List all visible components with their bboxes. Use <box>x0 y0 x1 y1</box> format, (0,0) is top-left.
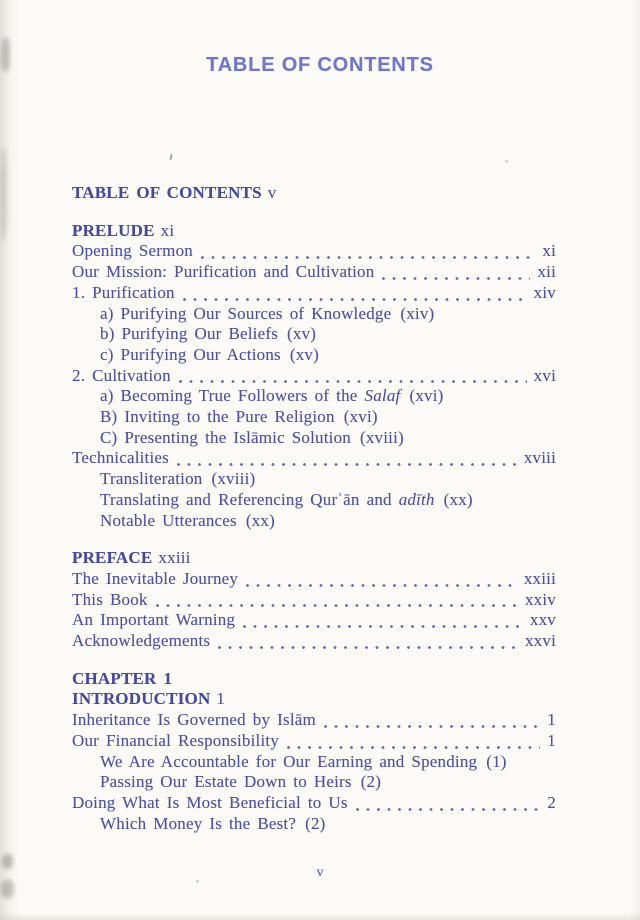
dot-leader <box>183 297 527 302</box>
dot-leader <box>246 583 517 588</box>
dot-leader <box>156 603 518 608</box>
dot-leader <box>243 624 523 629</box>
toc-entry-label: This Book <box>72 589 148 609</box>
scan-edge-right <box>630 0 640 920</box>
toc-section-heading <box>72 221 556 242</box>
toc-entry-label: Passing Our Estate Down to Heirs <box>100 772 352 792</box>
toc-entry <box>72 710 556 731</box>
toc-entry-label: Inheritance Is Governed by Islām <box>72 710 316 730</box>
page-title: TABLE OF CONTENTS <box>206 54 434 76</box>
toc-heading-label: PRELUDE <box>72 220 155 240</box>
toc-entry-label: 2. Cultivation <box>72 365 171 385</box>
scan-artifact <box>169 154 172 160</box>
toc-section-prelude <box>72 221 556 532</box>
toc-entry <box>72 793 556 814</box>
dot-leader <box>324 724 540 729</box>
scan-artifact <box>1 880 14 898</box>
toc-entry <box>72 511 556 532</box>
toc-entry <box>72 569 556 590</box>
toc-entry-label: Which Money Is the Best? <box>100 813 297 833</box>
toc-entry-inline-page: (2) <box>305 813 326 833</box>
toc-entry-inline-page: (1) <box>486 751 507 771</box>
toc-entry <box>72 814 556 835</box>
toc-entry-label: Doing What Is Most Beneficial to Us <box>72 792 348 812</box>
toc-entry <box>72 752 556 773</box>
toc-section-chapter-1 <box>72 669 556 835</box>
dot-leader <box>218 645 518 650</box>
toc-entry-label: a) Purifying Our Sources of Knowledge <box>100 303 392 323</box>
toc-entry-label: Notable Utterances <box>100 510 237 530</box>
toc-entry-label: The Inevitable Journey <box>72 568 239 588</box>
toc-entry-page: xiv <box>533 282 556 302</box>
toc-entry <box>72 407 556 428</box>
toc-entry-page: xviii <box>523 448 556 468</box>
toc-entry-label: Acknowledgements <box>72 631 211 651</box>
toc-entry <box>72 428 556 449</box>
toc-entry <box>72 345 556 366</box>
toc-entry <box>72 262 556 283</box>
toc-entry-label: c) Purifying Our Actions <box>100 344 281 364</box>
scan-edge-left <box>0 0 18 920</box>
toc-entry-label: Opening Sermon <box>72 241 193 261</box>
toc-entry-label: Our Mission: Purification and Cultivation <box>72 262 375 282</box>
toc-entry-page: xii <box>537 262 556 282</box>
dot-leader <box>177 462 517 467</box>
toc-heading-label: CHAPTER 1 <box>72 668 173 688</box>
toc-entry <box>72 283 556 304</box>
dot-leader <box>179 379 527 384</box>
toc-entry-page: xvi <box>533 365 556 385</box>
toc-entry-label <box>100 490 435 511</box>
toc-entry-inline-page: (xx) <box>443 489 473 509</box>
toc-entry-page: xi <box>542 241 556 261</box>
toc-entry-inline-page: (xvi) <box>409 386 444 406</box>
toc-entry <box>72 304 556 325</box>
toc-entry-label: Technicalities <box>72 448 169 468</box>
scan-artifact <box>0 148 7 240</box>
toc-label-segment: Translating and Referencing Qurʾān and <box>100 489 399 509</box>
toc-section-heading <box>72 669 556 690</box>
toc-entry-page: xxvi <box>524 631 556 651</box>
toc-entry-label: C) Presenting the Islāmic Solution <box>100 427 351 447</box>
toc-entry <box>72 772 556 793</box>
toc-entry-label <box>100 386 400 407</box>
toc-heading-page: 1 <box>216 689 226 709</box>
toc-heading-page: xi <box>160 220 175 240</box>
toc-entry <box>72 324 556 345</box>
toc-entry-inline-page: (xvi) <box>343 407 378 427</box>
toc-heading-label: PREFACE <box>72 548 153 568</box>
toc-entry-label: 1. Purification <box>72 282 175 302</box>
toc-section-preface <box>72 548 556 652</box>
toc-entry-label: An Important Warning <box>72 610 236 630</box>
toc-entry-label: Transliteration <box>100 469 203 489</box>
toc-heading-page: xxiii <box>158 548 191 568</box>
toc-entry <box>72 590 556 611</box>
toc-entry-inline-page: (xviii) <box>360 427 404 447</box>
page-number: v <box>316 865 324 880</box>
toc-section-heading <box>72 548 556 569</box>
toc-entry <box>72 631 556 652</box>
toc-label-segment: a) Becoming True Followers of the <box>100 386 365 406</box>
toc-entry-label: We Are Accountable for Our Earning and Spending <box>100 751 478 771</box>
toc-entry-page: xxiv <box>524 589 556 609</box>
toc-label-italic-segment: adīth <box>398 489 435 509</box>
toc-entry <box>72 366 556 387</box>
toc-heading-page: v <box>267 183 277 202</box>
toc-entry-inline-page: (xx) <box>245 510 275 530</box>
toc-section-toc-self <box>72 183 556 204</box>
toc-entry <box>72 448 556 469</box>
toc-entry <box>72 610 556 631</box>
toc-entry <box>72 731 556 752</box>
toc-entry-page: xxv <box>529 610 556 630</box>
dot-leader <box>356 807 541 812</box>
toc-entry-inline-page: (2) <box>360 772 382 792</box>
toc-entry-label: b) Purifying Our Beliefs <box>100 324 279 344</box>
dot-leader <box>287 745 540 750</box>
toc-entry-label: Our Financial Responsibility <box>72 730 280 750</box>
toc-entry-page: xxiii <box>523 568 556 588</box>
dot-leader <box>201 255 535 260</box>
toc-entry <box>72 490 556 511</box>
toc-section-heading <box>72 689 556 710</box>
toc-entry-page: 2 <box>547 792 556 812</box>
toc-section-heading <box>72 183 556 204</box>
toc-heading-label: TABLE OF CONTENTS <box>72 183 262 202</box>
toc-entry-inline-page: (xv) <box>289 344 319 364</box>
scan-edge-bottom <box>0 912 640 920</box>
toc-label-italic-segment: Salaf <box>364 386 401 406</box>
toc-entry-inline-page: (xviii) <box>211 469 256 489</box>
scan-artifact <box>505 160 508 163</box>
toc-entry-page: 1 <box>547 710 556 730</box>
table-of-contents <box>72 183 556 834</box>
toc-heading-label: INTRODUCTION <box>72 689 211 709</box>
toc-entry-inline-page: (xv) <box>287 324 317 344</box>
toc-entry-inline-page: (xiv) <box>400 303 435 323</box>
toc-entry-page: 1 <box>547 730 556 750</box>
toc-entry <box>72 241 556 262</box>
dot-leader <box>382 276 530 281</box>
toc-entry <box>72 386 556 407</box>
toc-entry <box>72 469 556 490</box>
toc-entry-label: B) Inviting to the Pure Religion <box>100 407 335 427</box>
